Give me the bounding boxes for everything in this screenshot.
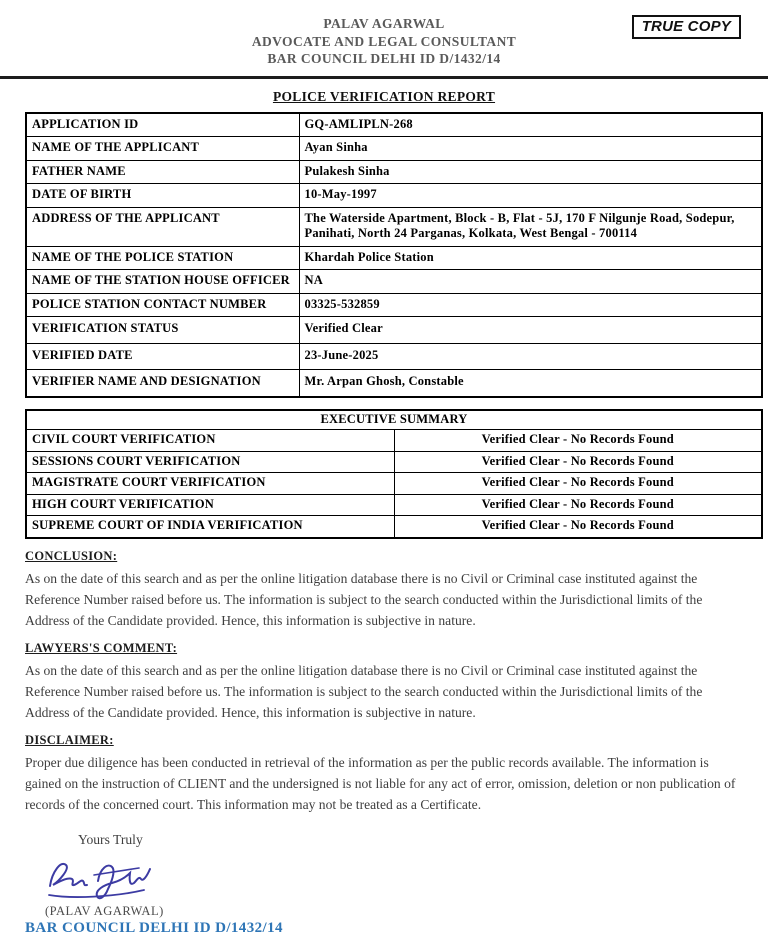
field-value: Ayan Sinha	[299, 137, 762, 161]
table-row	[26, 293, 762, 317]
table-row	[26, 430, 762, 452]
court-result: Verified Clear - No Records Found	[394, 494, 762, 516]
disclaimer-heading: DISCLAIMER:	[25, 732, 114, 747]
field-label: VERIFIER NAME AND DESIGNATION	[26, 370, 299, 397]
lawyers-comment-section	[25, 641, 741, 723]
court-label: SUPREME COURT OF INDIA VERIFICATION	[26, 516, 394, 538]
field-value: Mr. Arpan Ghosh, Constable	[299, 370, 762, 397]
field-value: Khardah Police Station	[299, 246, 762, 270]
table-row	[26, 270, 762, 294]
page-title: POLICE VERIFICATION REPORT	[272, 88, 496, 104]
court-result: Verified Clear - No Records Found	[394, 430, 762, 452]
field-value: Pulakesh Sinha	[299, 160, 762, 184]
lawyers-comment-heading: LAWYERS'S COMMENT:	[25, 640, 178, 655]
table-row	[26, 184, 762, 208]
field-label: VERIFICATION STATUS	[26, 317, 299, 344]
court-result: Verified Clear - No Records Found	[394, 473, 762, 495]
field-label: ADDRESS OF THE APPLICANT	[26, 207, 299, 246]
field-value: 10-May-1997	[299, 184, 762, 208]
conclusion-section	[25, 549, 741, 631]
field-label: NAME OF THE APPLICANT	[26, 137, 299, 161]
table-row	[26, 246, 762, 270]
executive-summary-title: EXECUTIVE SUMMARY	[26, 410, 762, 430]
field-label: NAME OF THE STATION HOUSE OFFICER	[26, 270, 299, 294]
table-row	[26, 113, 762, 137]
court-label: SESSIONS COURT VERIFICATION	[26, 451, 394, 473]
true-copy-stamp: TRUE COPY	[632, 15, 741, 39]
field-label: NAME OF THE POLICE STATION	[26, 246, 299, 270]
table-row	[26, 473, 762, 495]
court-result: Verified Clear - No Records Found	[394, 451, 762, 473]
executive-summary-table	[25, 409, 763, 539]
table-row	[26, 160, 762, 184]
field-label: APPLICATION ID	[26, 113, 299, 137]
table-row	[26, 343, 762, 370]
court-label: HIGH COURT VERIFICATION	[26, 494, 394, 516]
court-result: Verified Clear - No Records Found	[394, 516, 762, 538]
field-label: VERIFIED DATE	[26, 343, 299, 370]
signature-icon	[42, 854, 768, 902]
table-row	[26, 451, 762, 473]
table-row	[26, 207, 762, 246]
table-row	[26, 516, 762, 538]
table-row	[26, 370, 762, 397]
advocate-name: PALAV AGARWAL	[323, 16, 445, 31]
table-header-row	[26, 410, 762, 430]
court-label: CIVIL COURT VERIFICATION	[26, 430, 394, 452]
disclaimer-section	[25, 733, 741, 815]
conclusion-heading: CONCLUSION:	[25, 548, 118, 563]
bar-council-id-footer: BAR COUNCIL DELHI ID D/1432/14	[25, 919, 283, 936]
header-divider	[0, 76, 768, 79]
bar-council-id-header: BAR COUNCIL DELHI ID D/1432/14	[267, 51, 501, 66]
field-label: DATE OF BIRTH	[26, 184, 299, 208]
conclusion-body: As on the date of this search and as per the online litigation database there is no Civil or Criminal case instituted against the Reference Number raised before us. The information is subject to the search conducted within the Jurisdictional limits of the Address of the Candidate provided. Hence, this information is subjective in nature.	[25, 570, 703, 628]
field-value: NA	[299, 270, 762, 294]
applicant-details-table	[25, 112, 763, 398]
field-value: Verified Clear	[299, 317, 762, 344]
field-value: GQ-AMLIPLN-268	[299, 113, 762, 137]
field-value: 03325-532859	[299, 293, 762, 317]
field-value: 23-June-2025	[299, 343, 762, 370]
field-label: FATHER NAME	[26, 160, 299, 184]
field-label: POLICE STATION CONTACT NUMBER	[26, 293, 299, 317]
field-value: The Waterside Apartment, Block - B, Flat - 5J, 170 F Nilgunje Road, Sodepur, Panihati, North 24 Parganas, Kolkata, West Bengal - 700114	[299, 207, 762, 246]
table-row	[26, 137, 762, 161]
signer-name: (PALAV AGARWAL)	[45, 903, 164, 918]
court-label: MAGISTRATE COURT VERIFICATION	[26, 473, 394, 495]
lawyers-comment-body: As on the date of this search and as per the online litigation database there is no Civil or Criminal case instituted against the Reference Number raised before us. The information is subject to the search conducted within the Jurisdictional limits of the Address of the Candidate provided. Hence, this information is subjective in nature.	[25, 662, 703, 720]
salutation: Yours Truly	[78, 831, 143, 847]
table-row	[26, 317, 762, 344]
advocate-title: ADVOCATE AND LEGAL CONSULTANT	[251, 33, 517, 49]
disclaimer-body: Proper due diligence has been conducted in retrieval of the information as per the public records available. The information is gained on the instruction of CLIENT and the undersigned is not liable for any act of error, omission, deletion or non publication of records of the concerned court. This information may not be treated as a Certificate.	[25, 754, 736, 812]
table-row	[26, 494, 762, 516]
